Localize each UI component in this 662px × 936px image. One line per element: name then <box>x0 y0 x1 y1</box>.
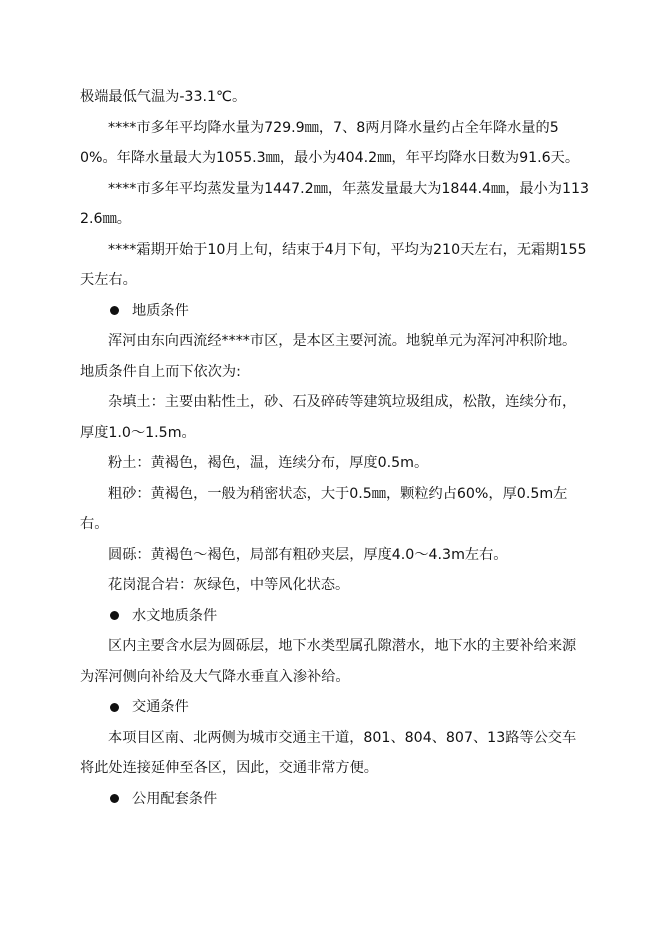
section-heading-label: 交通条件 <box>132 699 189 715</box>
paragraph-extreme-low-temp: 极端最低气温为-33.1℃。 <box>80 89 247 105</box>
bullet-icon <box>110 306 119 315</box>
bullet-icon <box>110 703 119 712</box>
paragraph-round-gravel: 圆砾：黄褐色～褐色，局部有粗砂夹层，厚度4.0～4.3m左右。 <box>108 546 508 563</box>
section-heading-label: 公用配套条件 <box>132 790 218 807</box>
paragraph-frost-period: ****霜期开始于10月上旬，结束于4月下旬，平均为210天左右，无霜期155天左右。 <box>80 241 587 288</box>
paragraph-silt: 粉土：黄褐色，褐色，温，连续分布，厚度0.5m。 <box>108 455 429 471</box>
paragraph-aquifer: 区内主要含水层为圆砾层，地下水类型属孔隙潜水，地下水的主要补给来源为浑河侧向补给及大气降水垂直入渗补给。 <box>80 638 577 685</box>
bullet-icon <box>110 611 119 620</box>
paragraph-miscellaneous-fill: 杂填土：主要由粘性土，砂、石及碎砖等建筑垃圾组成，松散，连续分布，厚度1.0～1.5m。 <box>80 394 577 441</box>
section-heading-label: 水文地质条件 <box>132 607 218 624</box>
paragraph-precipitation: ****市多年平均降水量为729.9㎜，7、8两月降水量约占全年降水量的50%。年降水量最大为1055.3㎜，最小为404.2㎜，年平均降水日数为91.6天。 <box>80 119 580 166</box>
section-heading-geology <box>80 296 590 327</box>
section-heading-traffic <box>80 692 590 723</box>
document-body <box>80 82 590 814</box>
paragraph-granite-migmatite: 花岗混合岩：灰绿色，中等风化状态。 <box>108 577 350 593</box>
paragraph-transport: 本项目区南、北两侧为城市交通主干道，801、804、807、13路等公交车将此处连接延伸至各区，因此，交通非常方便。 <box>80 729 577 776</box>
paragraph-river-geomorphology: 浑河由东向西流经****市区，是本区主要河流。地貌单元为浑河冲积阶地。地质条件自上而下依次为: <box>80 333 577 380</box>
paragraph-evaporation: ****市多年平均蒸发量为1447.2㎜，年蒸发量最大为1844.4㎜，最小为1132.6㎜。 <box>80 180 590 227</box>
section-heading-label: 地质条件 <box>132 302 189 319</box>
section-heading-hydrogeology <box>80 601 590 632</box>
paragraph-coarse-sand: 粗砂：黄褐色，一般为稍密状态，大于0.5㎜，颗粒约占60%，厚0.5m左右。 <box>80 485 568 532</box>
section-heading-utilities <box>80 784 590 815</box>
bullet-icon <box>110 794 119 803</box>
